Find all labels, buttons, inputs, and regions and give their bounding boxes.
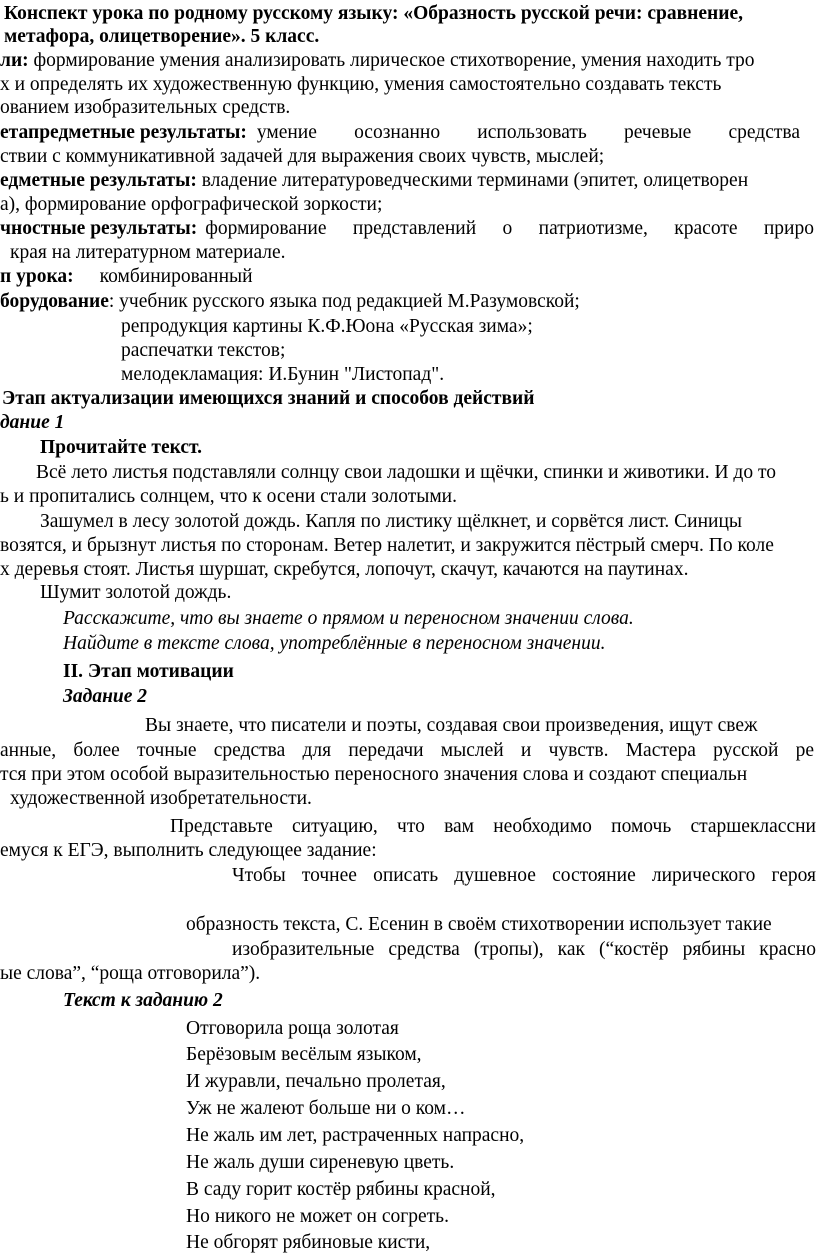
- text1-line-4: возятся, и брызнут листья по сторонам. Ветер налетит, и закружится пёстрый смерч. По коле: [0, 535, 774, 556]
- text1-line-6: Шумит золотой дождь.: [40, 582, 232, 603]
- para1-line-4: художественной изобретательности.: [10, 788, 312, 809]
- subject-results-line-2: а), формирование орфографической зоркости;: [0, 194, 383, 215]
- text1-line-2: ь и пропитались солнцем, что к осени стали золотыми.: [0, 486, 457, 507]
- text1-line-5: х деревья стоят. Листья шуршат, скребутся, лопочут, скачут, качаются на паутинах.: [0, 559, 689, 580]
- personal-results-text-1: формирование представлений о патриотизме, красоте приро: [205, 218, 814, 239]
- meta-results-text-1: умение осознанно использовать речевые средства: [256, 122, 800, 143]
- poem-line-9: Не обгорят рябиновые кисти,: [186, 1232, 431, 1253]
- lesson-type-line: [0, 265, 253, 288]
- poem-line-2: Берёзовым весёлым языком,: [186, 1044, 422, 1065]
- meta-results-line-1: [0, 121, 800, 144]
- poem-line-1: Отговорила роща золотая: [186, 1018, 399, 1039]
- stage1-heading: Этап актуализации имеющихся знаний и способов действий: [2, 388, 535, 409]
- para2-line-2: емуся к ЕГЭ, выполнить следующее задание:: [0, 840, 377, 861]
- poem-line-6: Не жаль души сиреневую цветь.: [186, 1152, 455, 1173]
- meta-results-label: етапредметные результаты:: [0, 122, 247, 143]
- subject-results-line-1: [0, 169, 748, 192]
- equipment-item-1: : учебник русского языка под редакцией М.Разумовской;: [108, 291, 580, 312]
- goals-line-3: ованием изобразительных средств.: [0, 97, 291, 118]
- equipment-label: борудование: [0, 291, 109, 312]
- meta-results-line-2: ствии с коммуникативной задачей для выражения своих чувств, мыслей;: [0, 146, 605, 167]
- goals-text-2: х и определять их художественную функцию, умения самостоятельно создавать тексть: [0, 74, 722, 95]
- poem-line-8: Но никого не может он согреть.: [186, 1206, 449, 1227]
- goals-line-2: [0, 73, 814, 96]
- para1-line-2: анные, более точные средства для передачи мыслей и чувств. Мастера русской ре: [0, 740, 814, 761]
- para3-line-2: образность текста, С. Есенин в своём стихотворении использует такие: [186, 914, 772, 935]
- stage2-heading: II. Этап мотивации: [63, 661, 234, 682]
- personal-results-line-2: края на литературном материале.: [10, 242, 286, 263]
- text1-line-1: Всё лето листья подставляли солнцу свои ладошки и щёчки, спинки и животики. И до то: [36, 462, 776, 483]
- task2-heading: Задание 2: [63, 686, 148, 707]
- para3-line-3: изобразительные средства (тропы), как (“костёр рябины красно: [232, 939, 816, 960]
- para3-line-1: Чтобы точнее описать душевное состояние лирического героя: [232, 865, 816, 886]
- personal-results-label: чностные результаты:: [0, 218, 198, 239]
- poem-line-3: И журавли, печально пролетая,: [186, 1071, 446, 1092]
- para2-line-1: Представьте ситуацию, что вам необходимо помочь старшеклассни: [170, 816, 816, 837]
- lesson-type-value: комбинированный: [99, 266, 253, 287]
- goals-line-1: [0, 49, 754, 72]
- para1-line-3: тся при этом особой выразительностью переносного значения слова и создают специальн: [0, 764, 748, 785]
- question-1: Расскажите, что вы знаете о прямом и переносном значении слова.: [63, 608, 634, 629]
- para3-line-4: ые слова”, “роща отговорила”).: [0, 963, 261, 984]
- text1-line-3: Зашумел в лесу золотой дождь. Капля по листику щёлкнет, и сорвётся лист. Синицы: [40, 511, 743, 532]
- read-text-instruction: Прочитайте текст.: [40, 437, 203, 458]
- subject-results-label: едметные результаты:: [0, 170, 197, 191]
- poem-line-7: В саду горит костёр рябины красной,: [186, 1179, 496, 1200]
- equipment-item-3: распечатки текстов;: [121, 340, 286, 361]
- poem-line-4: Уж не жалеют больше ни о ком…: [186, 1098, 466, 1119]
- equipment-item-2: репродукция картины К.Ф.Юона «Русская зима»;: [121, 316, 533, 337]
- lesson-type-label: п урока:: [0, 266, 74, 287]
- task1-heading: дание 1: [0, 412, 65, 433]
- question-2: Найдите в тексте слова, употреблённые в переносном значении.: [63, 633, 606, 654]
- goals-label: ли:: [0, 50, 29, 71]
- text2-heading: Текст к заданию 2: [63, 990, 223, 1011]
- doc-title-line-1: Конспект урока по родному русскому языку: «Образность русской речи: сравнение,: [4, 3, 744, 24]
- doc-title-line-2: метафора, олицетворение». 5 класс.: [4, 26, 320, 47]
- para1-line-1: Вы знаете, что писатели и поэты, создавая свои произведения, ищут свеж: [145, 715, 758, 736]
- subject-results-text-1: владение литературоведческими терминами (эпитет, олицетворен: [201, 170, 749, 191]
- goals-text-1: формирование умения анализировать лирическое стихотворение, умения находить тро: [33, 50, 755, 71]
- equipment-line-1: [0, 290, 580, 313]
- equipment-item-4: мелодекламация: И.Бунин "Листопад".: [121, 364, 445, 385]
- personal-results-line-1: [0, 217, 814, 240]
- poem-line-5: Не жаль им лет, растраченных напрасно,: [186, 1125, 525, 1146]
